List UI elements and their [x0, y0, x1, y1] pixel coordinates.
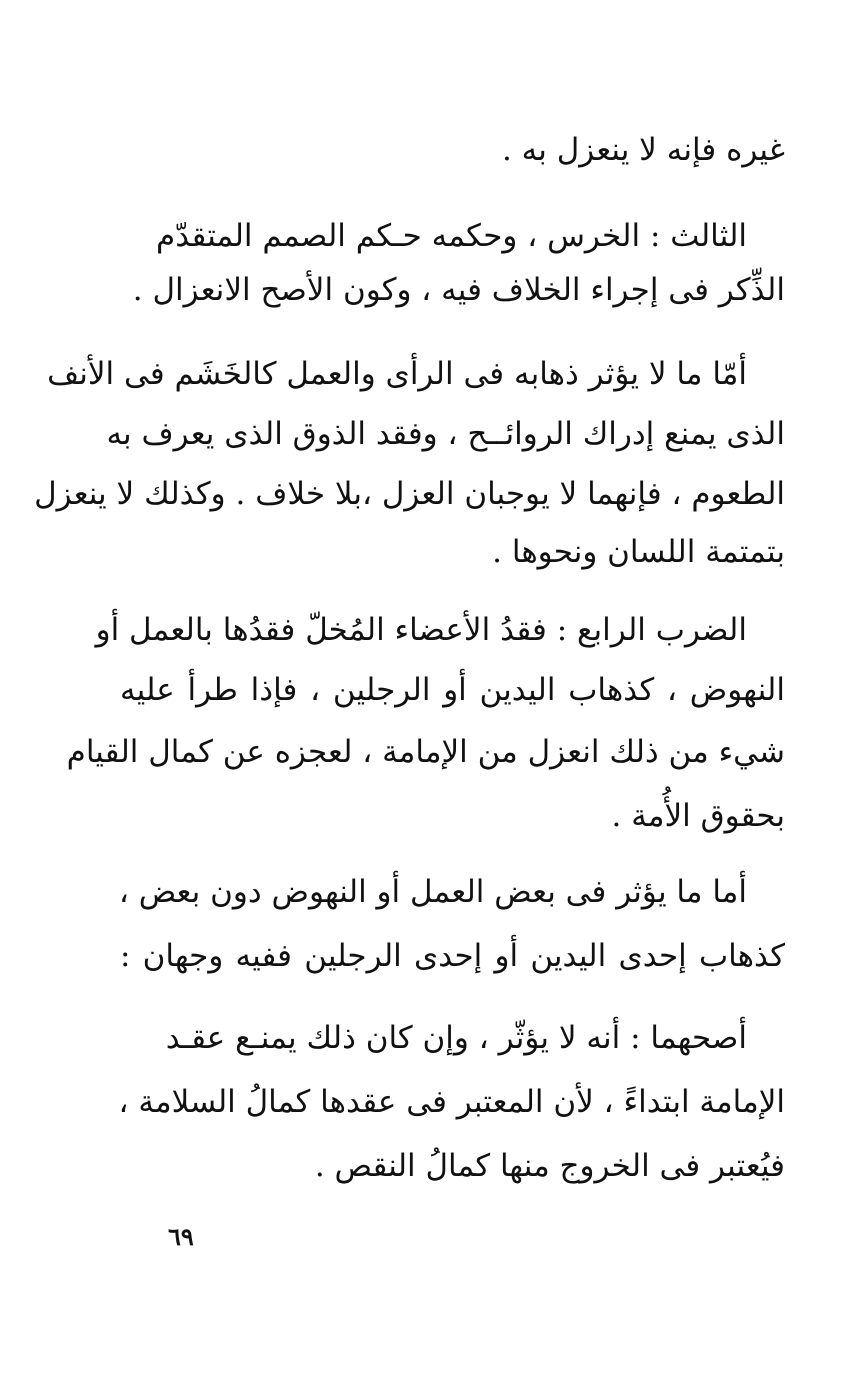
paragraph-start-line: أمّا ما لا يؤثر ذهابه فى الرأى والعمل كالخَشَم فى الأنف [47, 356, 747, 392]
text-line-9: النهوض ، كذهاب اليدين أو الرجلين ، فإذا طرأ عليه [120, 672, 785, 708]
text-line-15: الإمامة ابتداءً ، لأن المعتبر فى عقدها كمالُ السلامة ، [118, 1084, 785, 1120]
page-number: ٦٩ [168, 1222, 194, 1251]
text-line-10: شيء من ذلك انعزل من الإمامة ، لعجزه عن كمال القيام [66, 734, 785, 770]
text-line-5: الذى يمنع إدراك الروائــح ، وفقد الذوق الذى يعرف به [106, 416, 785, 452]
text-line-1: غيره فإنه لا ينعزل به . [501, 132, 785, 168]
paragraph-start-line: أصحهما : أنه لا يؤثّر ، وإن كان ذلك يمنـع عقـد [165, 1020, 747, 1056]
text-line-7: بتمتمة اللسان ونحوها . [492, 534, 785, 570]
paragraph-start-line: أما ما يؤثر فى بعض العمل أو النهوض دون بعض ، [118, 874, 747, 910]
text-line-6: الطعوم ، فإنهما لا يوجبان العزل ،بلا خلاف . وكذلك لا ينعزل [34, 476, 785, 512]
paragraph-start-line: الضرب الرابع : فقدُ الأعضاء المُخلّ فقدُها بالعمل أو [95, 612, 747, 648]
text-line-16: فيُعتبر فى الخروج منها كمالُ النقص . [314, 1148, 785, 1184]
text-line-3: الذِّكر فى إجراء الخلاف فيه ، وكون الأصح الانعزال . [132, 272, 785, 308]
text-line-13: كذهاب إحدى اليدين أو إحدى الرجلين ففيه وجهان : [120, 938, 785, 974]
text-line-11: بحقوق الأُمة . [611, 798, 785, 834]
paragraph-start-line: الثالث : الخرس ، وحكمه حـكم الصمم المتقدّم [156, 218, 747, 254]
